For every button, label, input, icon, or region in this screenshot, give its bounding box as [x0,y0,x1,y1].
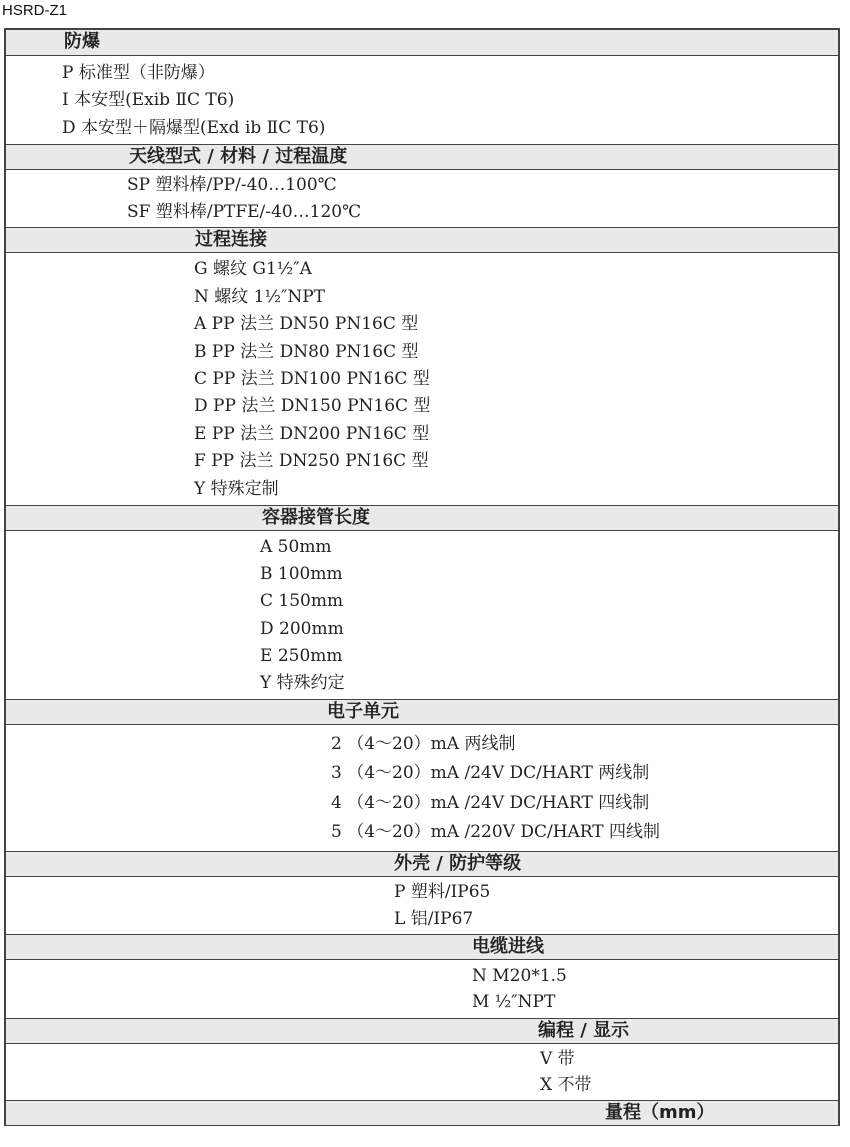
option-item: SP 塑料棒/PP/-40…100℃ [127,175,337,196]
option-item: 4 （4～20）mA /24V DC/HART 四线制 [331,792,650,813]
section-options [6,531,838,699]
option-item: M ½″NPT [472,992,556,1013]
option-item: N 螺纹 1½″NPT [194,286,325,307]
option-item: 5 （4～20）mA /220V DC/HART 四线制 [331,822,661,843]
option-item: SF 塑料棒/PTFE/-40…120℃ [127,201,362,222]
section-header: 电子单元 [6,699,838,725]
option-item: 3 （4～20）mA /24V DC/HART 两线制 [331,763,650,784]
section-options [6,725,838,851]
option-item: X 不带 [540,1075,592,1095]
section-header: 电缆进线 [6,934,838,960]
option-item: D 200mm [260,618,344,639]
option-item: Y 特殊约定 [260,672,345,693]
option-item: E PP 法兰 DN200 PN16C 型 [194,423,430,444]
option-item: E 250mm [260,645,343,666]
option-item: B PP 法兰 DN80 PN16C 型 [194,341,419,362]
option-item: 2 （4～20）mA 两线制 [331,733,516,754]
section-options [6,960,838,1018]
section-options [6,877,838,934]
option-item: P 塑料/IP65 [394,882,491,903]
option-item: F PP 法兰 DN250 PN16C 型 [194,451,429,472]
option-item: C PP 法兰 DN100 PN16C 型 [194,368,430,389]
option-item: P 标准型（非防爆） [62,62,215,83]
option-item: C 150mm [260,591,344,612]
option-item: D 本安型＋隔爆型(Exd ib ⅡC T6) [62,117,326,138]
section-options [6,56,838,144]
option-item: L 铝/IP67 [394,908,474,929]
option-item: I 本安型(Exib ⅡC T6) [62,90,235,110]
option-item: N M20*1.5 [472,965,567,986]
section-options [6,253,838,505]
section-header: 量程（mm） [6,1100,838,1126]
section-header: 编程 / 显示 [6,1018,838,1044]
section-header: 外壳 / 防护等级 [6,851,838,877]
section-header: 容器接管长度 [6,505,838,531]
option-item: D PP 法兰 DN150 PN16C 型 [194,396,431,417]
section-header: 天线型式 / 材料 / 过程温度 [6,144,838,170]
option-item: B 100mm [260,564,343,585]
option-item: V 带 [540,1049,575,1069]
option-item: Y 特殊定制 [194,478,279,499]
section-header: 防爆 [6,30,838,56]
section-options [6,170,838,227]
model-selection-table [4,28,840,1126]
section-header: 过程连接 [6,227,838,253]
document-title: HSRD-Z1 [2,2,68,19]
option-item: G 螺纹 G1½″A [194,259,312,280]
option-item: A 50mm [260,537,332,558]
option-item: A PP 法兰 DN50 PN16C 型 [194,314,419,335]
section-options [6,1044,838,1100]
